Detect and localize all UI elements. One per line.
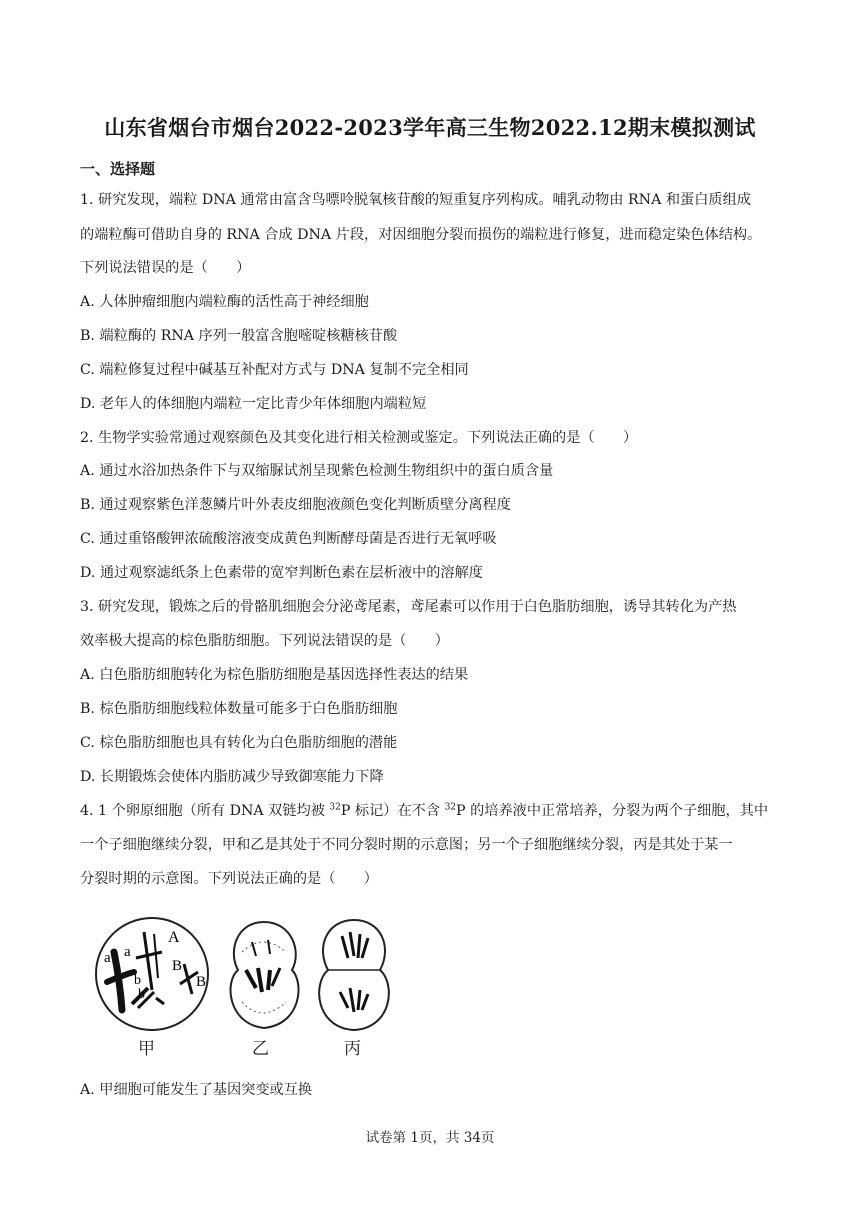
cell-bing (319, 920, 389, 1030)
q1-option-b: B. 端粒酶的 RNA 序列一般富含胞嘧啶核糖核苷酸 (80, 328, 398, 344)
q3-line-2: 效率极大提高的棕色脂肪细胞。下列说法错误的是（ ） (80, 633, 449, 649)
q1-option-c: C. 端粒修复过程中碱基互补配对方式与 DNA 复制不完全相同 (80, 362, 469, 378)
gene-label: A (168, 929, 180, 946)
q3-option-c: C. 棕色脂肪细胞也具有转化为白色脂肪细胞的潜能 (80, 735, 398, 751)
cell-yi (231, 922, 299, 1028)
label-yi: 乙 (252, 1039, 269, 1059)
q3-option-a: A. 白色脂肪细胞转化为棕色脂肪细胞是基因选择性表达的结果 (80, 667, 469, 683)
q1-option-a: A. 人体肿瘤细胞内端粒酶的活性高于神经细胞 (80, 294, 369, 310)
q3-line-1: 3. 研究发现，锻炼之后的骨骼肌细胞会分泌鸢尾素，鸢尾素可以作用于白色脂肪细胞，诱导其转化为产热 (80, 599, 737, 615)
q1-line-2: 的端粒酶可借助自身的 RNA 合成 DNA 片段，对因细胞分裂而损伤的端粒进行修复，进而稳定染色体结构。 (80, 227, 762, 243)
page-footer: 试卷第 1页，共 34页 (365, 1130, 495, 1146)
gene-label: a (104, 950, 111, 966)
q1-line-3: 下列说法错误的是（ ） (80, 260, 251, 276)
q2-option-b: B. 通过观察紫色洋葱鳞片叶外表皮细胞液颜色变化判断质壁分离程度 (80, 497, 511, 513)
label-jia: 甲 (138, 1039, 155, 1059)
q2-option-d: D. 通过观察滤纸条上色素带的宽窄判断色素在层析液中的溶解度 (80, 565, 483, 581)
page-title: 山东省烟台市烟台2022-2023学年高三生物2022.12期末模拟测试 (104, 115, 756, 140)
cell-jia (96, 918, 208, 1030)
section-heading: 一、选择题 (80, 160, 156, 178)
q4-line-1: 4. 1 个卵原细胞（所有 DNA 双链均被 $^{32}$P 标记）在不含 $^{32}$P 的培养液中正常培养，分裂为两个子细胞，其中 (80, 802, 769, 819)
gene-label: a (124, 944, 131, 960)
cell-division-figure (92, 912, 422, 1062)
q3-option-d: D. 长期锻炼会使体内脂肪减少导致御寒能力下降 (80, 769, 384, 785)
q1-option-d: D. 老年人的体细胞内端粒一定比青少年体细胞内端粒短 (80, 396, 427, 412)
q2-option-a: A. 通过水浴加热条件下与双缩脲试剂呈现紫色检测生物组织中的蛋白质含量 (80, 463, 554, 479)
q2-line-1: 2. 生物学实验常通过观察颜色及其变化进行相关检测或鉴定。下列说法正确的是（ ） (80, 430, 638, 446)
q4-option-a: A. 甲细胞可能发生了基因突变或互换 (80, 1082, 313, 1098)
q4-line-2: 一个子细胞继续分裂，甲和乙是其处于不同分裂时期的示意图；另一个子细胞继续分裂，丙是其处于某一 (80, 837, 733, 853)
q4-line-3: 分裂时期的示意图。下列说法正确的是（ ） (80, 871, 378, 887)
gene-label: B (172, 958, 183, 974)
gene-label: b (134, 973, 141, 988)
label-bing: 丙 (344, 1039, 361, 1059)
gene-label: b (138, 987, 145, 1002)
q1-line-1: 1. 研究发现，端粒 DNA 通常由富含鸟嘌呤脱氧核苷酸的短重复序列构成。哺乳动物由 RNA 和蛋白质组成 (80, 192, 751, 208)
q3-option-b: B. 棕色脂肪细胞线粒体数量可能多于白色脂肪细胞 (80, 701, 398, 717)
q2-option-c: C. 通过重铬酸钾浓硫酸溶液变成黄色判断酵母菌是否进行无氧呼吸 (80, 531, 497, 547)
gene-label: B (196, 974, 207, 990)
